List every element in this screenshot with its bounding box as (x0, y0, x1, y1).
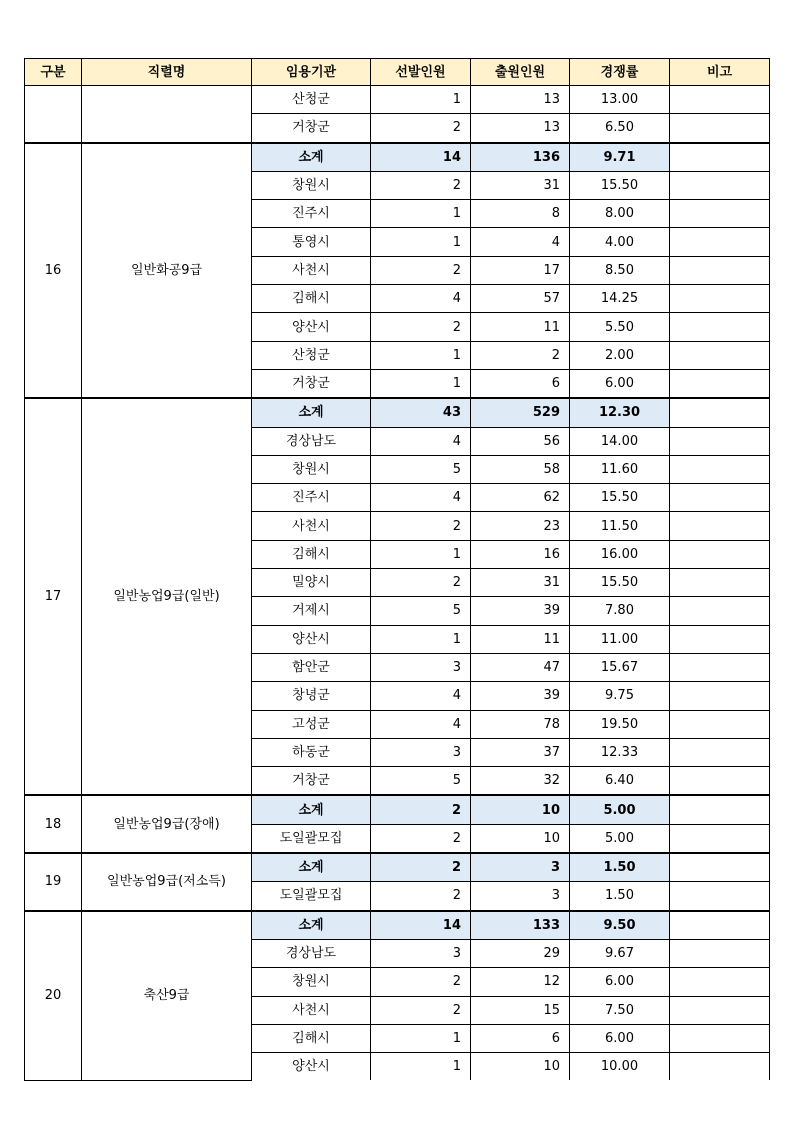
selected-count-cell: 2 (371, 824, 471, 853)
remarks-cell (670, 256, 770, 284)
job-title-cell: 일반화공9급 (82, 143, 252, 399)
agency-cell: 창원시 (252, 968, 371, 996)
header-category: 구분 (25, 59, 82, 86)
remarks-cell (670, 911, 770, 940)
agency-cell: 하동군 (252, 738, 371, 766)
agency-cell: 진주시 (252, 484, 371, 512)
agency-cell: 사천시 (252, 256, 371, 284)
remarks-cell (670, 569, 770, 597)
competition-rate-cell: 8.00 (570, 200, 670, 228)
competition-rate-cell: 12.33 (570, 738, 670, 766)
competition-rate-cell: 11.60 (570, 455, 670, 483)
competition-rate-cell: 13.00 (570, 86, 670, 114)
agency-cell: 통영시 (252, 228, 371, 256)
subtotal-row (25, 911, 770, 940)
competition-rate-cell: 1.50 (570, 853, 670, 882)
selected-count-cell: 5 (371, 455, 471, 483)
category-cell: 16 (25, 143, 82, 399)
selected-count-cell: 2 (371, 996, 471, 1024)
competition-rate-cell: 10.00 (570, 1053, 670, 1081)
remarks-cell (670, 968, 770, 996)
applicant-count-cell: 10 (471, 824, 570, 853)
job-title-cell (82, 86, 252, 143)
remarks-cell (670, 625, 770, 653)
applicant-count-cell: 136 (471, 143, 570, 172)
selected-count-cell: 2 (371, 171, 471, 199)
competition-rate-cell: 15.50 (570, 484, 670, 512)
selected-count-cell: 14 (371, 143, 471, 172)
competition-rate-cell: 9.67 (570, 939, 670, 967)
header-agency: 임용기관 (252, 59, 371, 86)
remarks-cell (670, 853, 770, 882)
applicant-count-cell: 78 (471, 710, 570, 738)
selected-count-cell: 2 (371, 114, 471, 143)
agency-cell: 밀양시 (252, 569, 371, 597)
agency-cell: 경상남도 (252, 939, 371, 967)
selected-count-cell: 1 (371, 1053, 471, 1081)
agency-cell: 산청군 (252, 86, 371, 114)
remarks-cell (670, 1024, 770, 1052)
job-title-cell: 축산9급 (82, 911, 252, 1081)
applicant-count-cell: 10 (471, 1053, 570, 1081)
agency-cell: 양산시 (252, 1053, 371, 1081)
agency-cell: 산청군 (252, 341, 371, 369)
agency-cell: 소계 (252, 911, 371, 940)
selected-count-cell: 2 (371, 313, 471, 341)
selected-count-cell: 1 (371, 625, 471, 653)
competition-rate-cell: 5.50 (570, 313, 670, 341)
competition-rate-cell: 6.00 (570, 968, 670, 996)
applicant-count-cell: 13 (471, 114, 570, 143)
applicant-count-cell: 56 (471, 427, 570, 455)
competition-rate-cell: 14.25 (570, 285, 670, 313)
competition-rate-cell: 5.00 (570, 824, 670, 853)
remarks-cell (670, 795, 770, 824)
competition-rate-cell: 7.50 (570, 996, 670, 1024)
job-title-cell: 일반농업9급(저소득) (82, 853, 252, 911)
selected-count-cell: 5 (371, 767, 471, 796)
selected-count-cell: 2 (371, 569, 471, 597)
category-cell: 18 (25, 795, 82, 853)
subtotal-row (25, 853, 770, 882)
applicant-count-cell: 31 (471, 569, 570, 597)
competition-rate-cell: 19.50 (570, 710, 670, 738)
remarks-cell (670, 114, 770, 143)
applicant-count-cell: 4 (471, 228, 570, 256)
remarks-cell (670, 427, 770, 455)
applicant-count-cell: 11 (471, 625, 570, 653)
applicant-count-cell: 133 (471, 911, 570, 940)
agency-cell: 함안군 (252, 653, 371, 681)
selected-count-cell: 4 (371, 484, 471, 512)
selected-count-cell: 2 (371, 256, 471, 284)
header-row (25, 59, 770, 86)
competition-rate-cell: 6.00 (570, 1024, 670, 1052)
competition-rate-cell: 12.30 (570, 398, 670, 427)
remarks-cell (670, 369, 770, 398)
selected-count-cell: 4 (371, 682, 471, 710)
applicant-count-cell: 58 (471, 455, 570, 483)
applicant-count-cell: 23 (471, 512, 570, 540)
applicant-count-cell: 6 (471, 369, 570, 398)
category-cell: 19 (25, 853, 82, 911)
selected-count-cell: 4 (371, 285, 471, 313)
applicant-count-cell: 32 (471, 767, 570, 796)
competition-rate-cell: 5.00 (570, 795, 670, 824)
agency-cell: 김해시 (252, 1024, 371, 1052)
table-body (25, 86, 770, 1081)
agency-cell: 진주시 (252, 200, 371, 228)
applicant-count-cell: 15 (471, 996, 570, 1024)
applicant-count-cell: 3 (471, 882, 570, 911)
remarks-cell (670, 86, 770, 114)
applicant-count-cell: 39 (471, 597, 570, 625)
applicant-count-cell: 62 (471, 484, 570, 512)
agency-cell: 김해시 (252, 540, 371, 568)
selected-count-cell: 1 (371, 369, 471, 398)
selected-count-cell: 1 (371, 540, 471, 568)
remarks-cell (670, 597, 770, 625)
header-selected-count: 선발인원 (371, 59, 471, 86)
selected-count-cell: 43 (371, 398, 471, 427)
applicant-count-cell: 12 (471, 968, 570, 996)
competition-rate-cell: 6.50 (570, 114, 670, 143)
agency-cell: 거창군 (252, 767, 371, 796)
selected-count-cell: 2 (371, 853, 471, 882)
agency-cell: 거창군 (252, 369, 371, 398)
remarks-cell (670, 939, 770, 967)
header-competition-rate: 경쟁률 (570, 59, 670, 86)
remarks-cell (670, 341, 770, 369)
agency-cell: 양산시 (252, 313, 371, 341)
remarks-cell (670, 171, 770, 199)
remarks-cell (670, 682, 770, 710)
applicant-count-cell: 57 (471, 285, 570, 313)
competition-rate-cell: 14.00 (570, 427, 670, 455)
agency-cell: 소계 (252, 398, 371, 427)
agency-cell: 도일괄모집 (252, 824, 371, 853)
applicant-count-cell: 17 (471, 256, 570, 284)
competition-rate-cell: 9.71 (570, 143, 670, 172)
header-job-title: 직렬명 (82, 59, 252, 86)
agency-cell: 소계 (252, 853, 371, 882)
agency-cell: 사천시 (252, 512, 371, 540)
remarks-cell (670, 653, 770, 681)
selected-count-cell: 3 (371, 738, 471, 766)
subtotal-row (25, 143, 770, 172)
selected-count-cell: 2 (371, 968, 471, 996)
agency-cell: 창원시 (252, 455, 371, 483)
competition-rate-cell: 16.00 (570, 540, 670, 568)
selected-count-cell: 2 (371, 795, 471, 824)
remarks-cell (670, 996, 770, 1024)
agency-cell: 사천시 (252, 996, 371, 1024)
table-row (25, 86, 770, 114)
subtotal-row (25, 398, 770, 427)
selected-count-cell: 1 (371, 200, 471, 228)
competition-rate-cell: 1.50 (570, 882, 670, 911)
remarks-cell (670, 143, 770, 172)
competition-rate-cell: 4.00 (570, 228, 670, 256)
applicant-count-cell: 16 (471, 540, 570, 568)
remarks-cell (670, 484, 770, 512)
applicant-count-cell: 3 (471, 853, 570, 882)
remarks-cell (670, 710, 770, 738)
agency-cell: 도일괄모집 (252, 882, 371, 911)
agency-cell: 창녕군 (252, 682, 371, 710)
agency-cell: 경상남도 (252, 427, 371, 455)
applicant-count-cell: 8 (471, 200, 570, 228)
agency-cell: 거제시 (252, 597, 371, 625)
applicant-count-cell: 529 (471, 398, 570, 427)
selected-count-cell: 3 (371, 653, 471, 681)
competition-rate-cell: 2.00 (570, 341, 670, 369)
agency-cell: 고성군 (252, 710, 371, 738)
remarks-cell (670, 882, 770, 911)
applicant-count-cell: 29 (471, 939, 570, 967)
competition-rate-cell: 15.67 (570, 653, 670, 681)
category-cell: 17 (25, 398, 82, 795)
agency-cell: 창원시 (252, 171, 371, 199)
competition-rate-cell: 15.50 (570, 569, 670, 597)
applicant-count-cell: 37 (471, 738, 570, 766)
subtotal-row (25, 795, 770, 824)
remarks-cell (670, 398, 770, 427)
competition-rate-cell: 9.50 (570, 911, 670, 940)
competition-rate-cell: 9.75 (570, 682, 670, 710)
selected-count-cell: 4 (371, 710, 471, 738)
remarks-cell (670, 455, 770, 483)
selected-count-cell: 5 (371, 597, 471, 625)
applicant-count-cell: 2 (471, 341, 570, 369)
selected-count-cell: 3 (371, 939, 471, 967)
header-remarks: 비고 (670, 59, 770, 86)
remarks-cell (670, 1053, 770, 1081)
remarks-cell (670, 824, 770, 853)
remarks-cell (670, 540, 770, 568)
applicant-count-cell: 10 (471, 795, 570, 824)
competition-rate-cell: 6.00 (570, 369, 670, 398)
applicant-count-cell: 13 (471, 86, 570, 114)
applicant-count-cell: 39 (471, 682, 570, 710)
competition-rate-cell: 6.40 (570, 767, 670, 796)
table-header (25, 59, 770, 86)
remarks-cell (670, 285, 770, 313)
header-applicant-count: 출원인원 (471, 59, 570, 86)
competition-rate-cell: 11.50 (570, 512, 670, 540)
competition-rate-cell: 8.50 (570, 256, 670, 284)
competition-rate-cell: 11.00 (570, 625, 670, 653)
applicant-count-cell: 31 (471, 171, 570, 199)
selected-count-cell: 1 (371, 1024, 471, 1052)
competition-rate-cell: 15.50 (570, 171, 670, 199)
applicant-count-cell: 47 (471, 653, 570, 681)
applicant-count-cell: 11 (471, 313, 570, 341)
job-title-cell: 일반농업9급(장애) (82, 795, 252, 853)
remarks-cell (670, 512, 770, 540)
agency-cell: 김해시 (252, 285, 371, 313)
selected-count-cell: 1 (371, 341, 471, 369)
selected-count-cell: 14 (371, 911, 471, 940)
remarks-cell (670, 200, 770, 228)
competition-table (24, 58, 770, 1081)
selected-count-cell: 1 (371, 228, 471, 256)
selected-count-cell: 2 (371, 882, 471, 911)
competition-rate-cell: 7.80 (570, 597, 670, 625)
agency-cell: 양산시 (252, 625, 371, 653)
agency-cell: 소계 (252, 143, 371, 172)
selected-count-cell: 1 (371, 86, 471, 114)
category-cell: 20 (25, 911, 82, 1081)
selected-count-cell: 4 (371, 427, 471, 455)
agency-cell: 소계 (252, 795, 371, 824)
remarks-cell (670, 767, 770, 796)
category-cell (25, 86, 82, 143)
selected-count-cell: 2 (371, 512, 471, 540)
remarks-cell (670, 228, 770, 256)
applicant-count-cell: 6 (471, 1024, 570, 1052)
job-title-cell: 일반농업9급(일반) (82, 398, 252, 795)
remarks-cell (670, 738, 770, 766)
agency-cell: 거창군 (252, 114, 371, 143)
remarks-cell (670, 313, 770, 341)
